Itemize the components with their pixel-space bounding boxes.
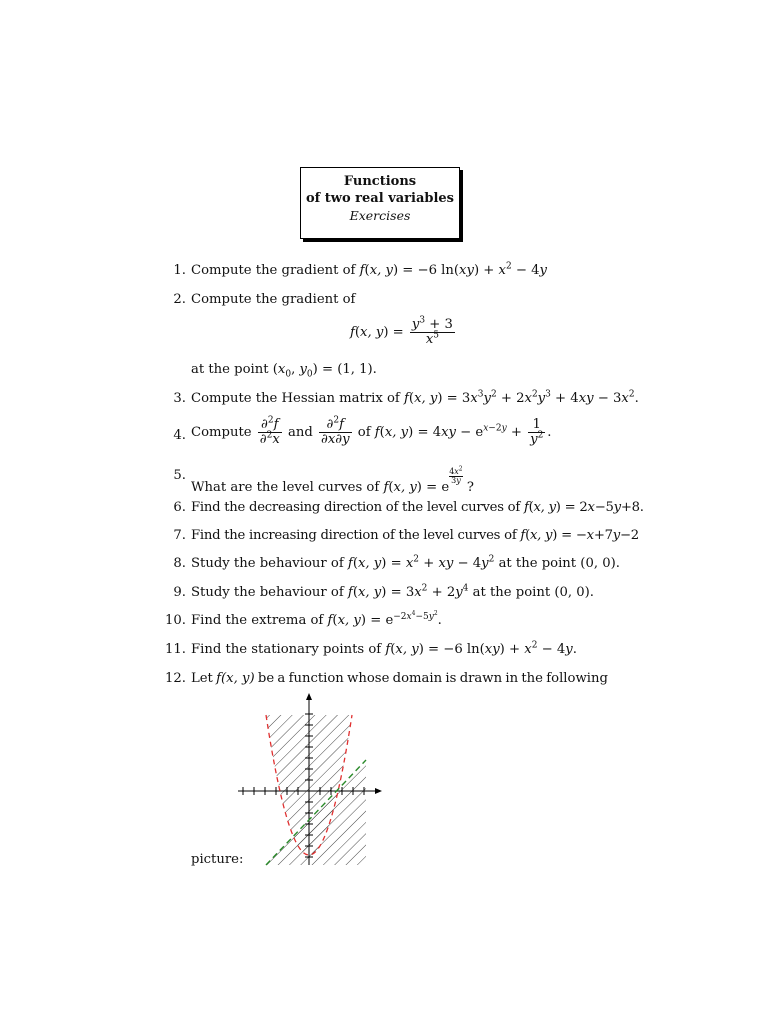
exercise-number: 11.: [165, 642, 186, 657]
x-axis-arrow: [375, 788, 382, 794]
exercise-number: 7.: [173, 528, 186, 543]
fraction: $\frac{y^3 + 3}{x^5}$: [411, 315, 453, 347]
picture-label: picture:: [191, 852, 244, 867]
exercise-text: Study the behaviour of f(x, $y) = x^2$ + xy − $4y^2$ at the point (0, 0).: [191, 554, 620, 571]
exercise-number: 5.: [173, 468, 186, 483]
y-axis-arrow: [306, 693, 312, 700]
exercise-text: Study the behaviour of f(x, $y) = 3x^2 + 2y^4$ at the point (0, 0).: [191, 583, 594, 600]
exercise-number: 10.: [165, 613, 186, 628]
exponent-fraction: $\frac{4x^2}{3y}$: [449, 465, 463, 485]
exercise-number: 12.: [165, 671, 186, 686]
formula-display: f(x, y) = $\frac{y^3 + 3}{x^5}$: [350, 315, 453, 347]
domain-picture: [230, 690, 390, 870]
fraction: $\frac{\partial^2f}{\partial x\partial y}$: [321, 415, 350, 447]
exercise-text: Compute the gradient of: [191, 292, 356, 307]
exercise-number: 8.: [173, 556, 186, 571]
exercise-text: Find the stationary points of f(x, y) = −6 $\ln(xy) + x^2 - 4y$.: [191, 640, 577, 657]
title-line-1: Functions: [343, 174, 417, 189]
title-subtitle: Exercises: [349, 208, 411, 223]
exercise-number: 2.: [173, 292, 186, 307]
exercise-text: What are the level curves of f(x, y) = e $\frac{4x^2}{3y}$ ?: [191, 465, 474, 495]
exercise-text: Compute $\frac{\partial^2f}{\partial^2x}$ and $\frac{\partial^2f}{\partial x\partial y}$ of f(x, $y) = 4xy - e^{x-2y}$ + $\frac{1}{y^2}$ .: [191, 415, 552, 447]
title-line-2: of two real variables: [306, 191, 454, 206]
exercise-text: Compute the Hessian matrix of f(x, $y) = 3x^3y^2 + 2x^2y^3 + 4xy - 3x^2$.: [191, 389, 639, 406]
exercise-number: 1.: [173, 263, 186, 278]
title-box: [300, 167, 460, 239]
exercise-text: Find the decreasing direction of the level curves of f(x, y) = 2x−5y+8.: [191, 500, 644, 515]
fraction: $\frac{1}{y^2}$: [530, 417, 544, 447]
exercise-number: 4.: [173, 428, 186, 443]
exercise-2-point: at the point ($x_0$, $y_0) = (1$, 1).: [191, 362, 377, 380]
exercise-number: 3.: [173, 391, 186, 406]
exercise-text: Compute the gradient of f(x, y) = −6 $\ln(xy) + x^2 - 4y$: [191, 261, 547, 278]
fraction: $\frac{\partial^2f}{\partial^2x}$: [259, 415, 280, 447]
exercise-12-text: Let f(x, y) be a function whose domain is drawn in the following: [191, 671, 608, 686]
exercise-number: 9.: [173, 585, 186, 600]
exercise-number: 6.: [173, 500, 186, 515]
exercise-text: Find the extrema of f(x, $y) = e^{-2x^4-5y^2}$.: [191, 609, 442, 628]
exercise-text: Find the increasing direction of the level curves of f(x, y) = −x+7y−2: [191, 528, 639, 543]
